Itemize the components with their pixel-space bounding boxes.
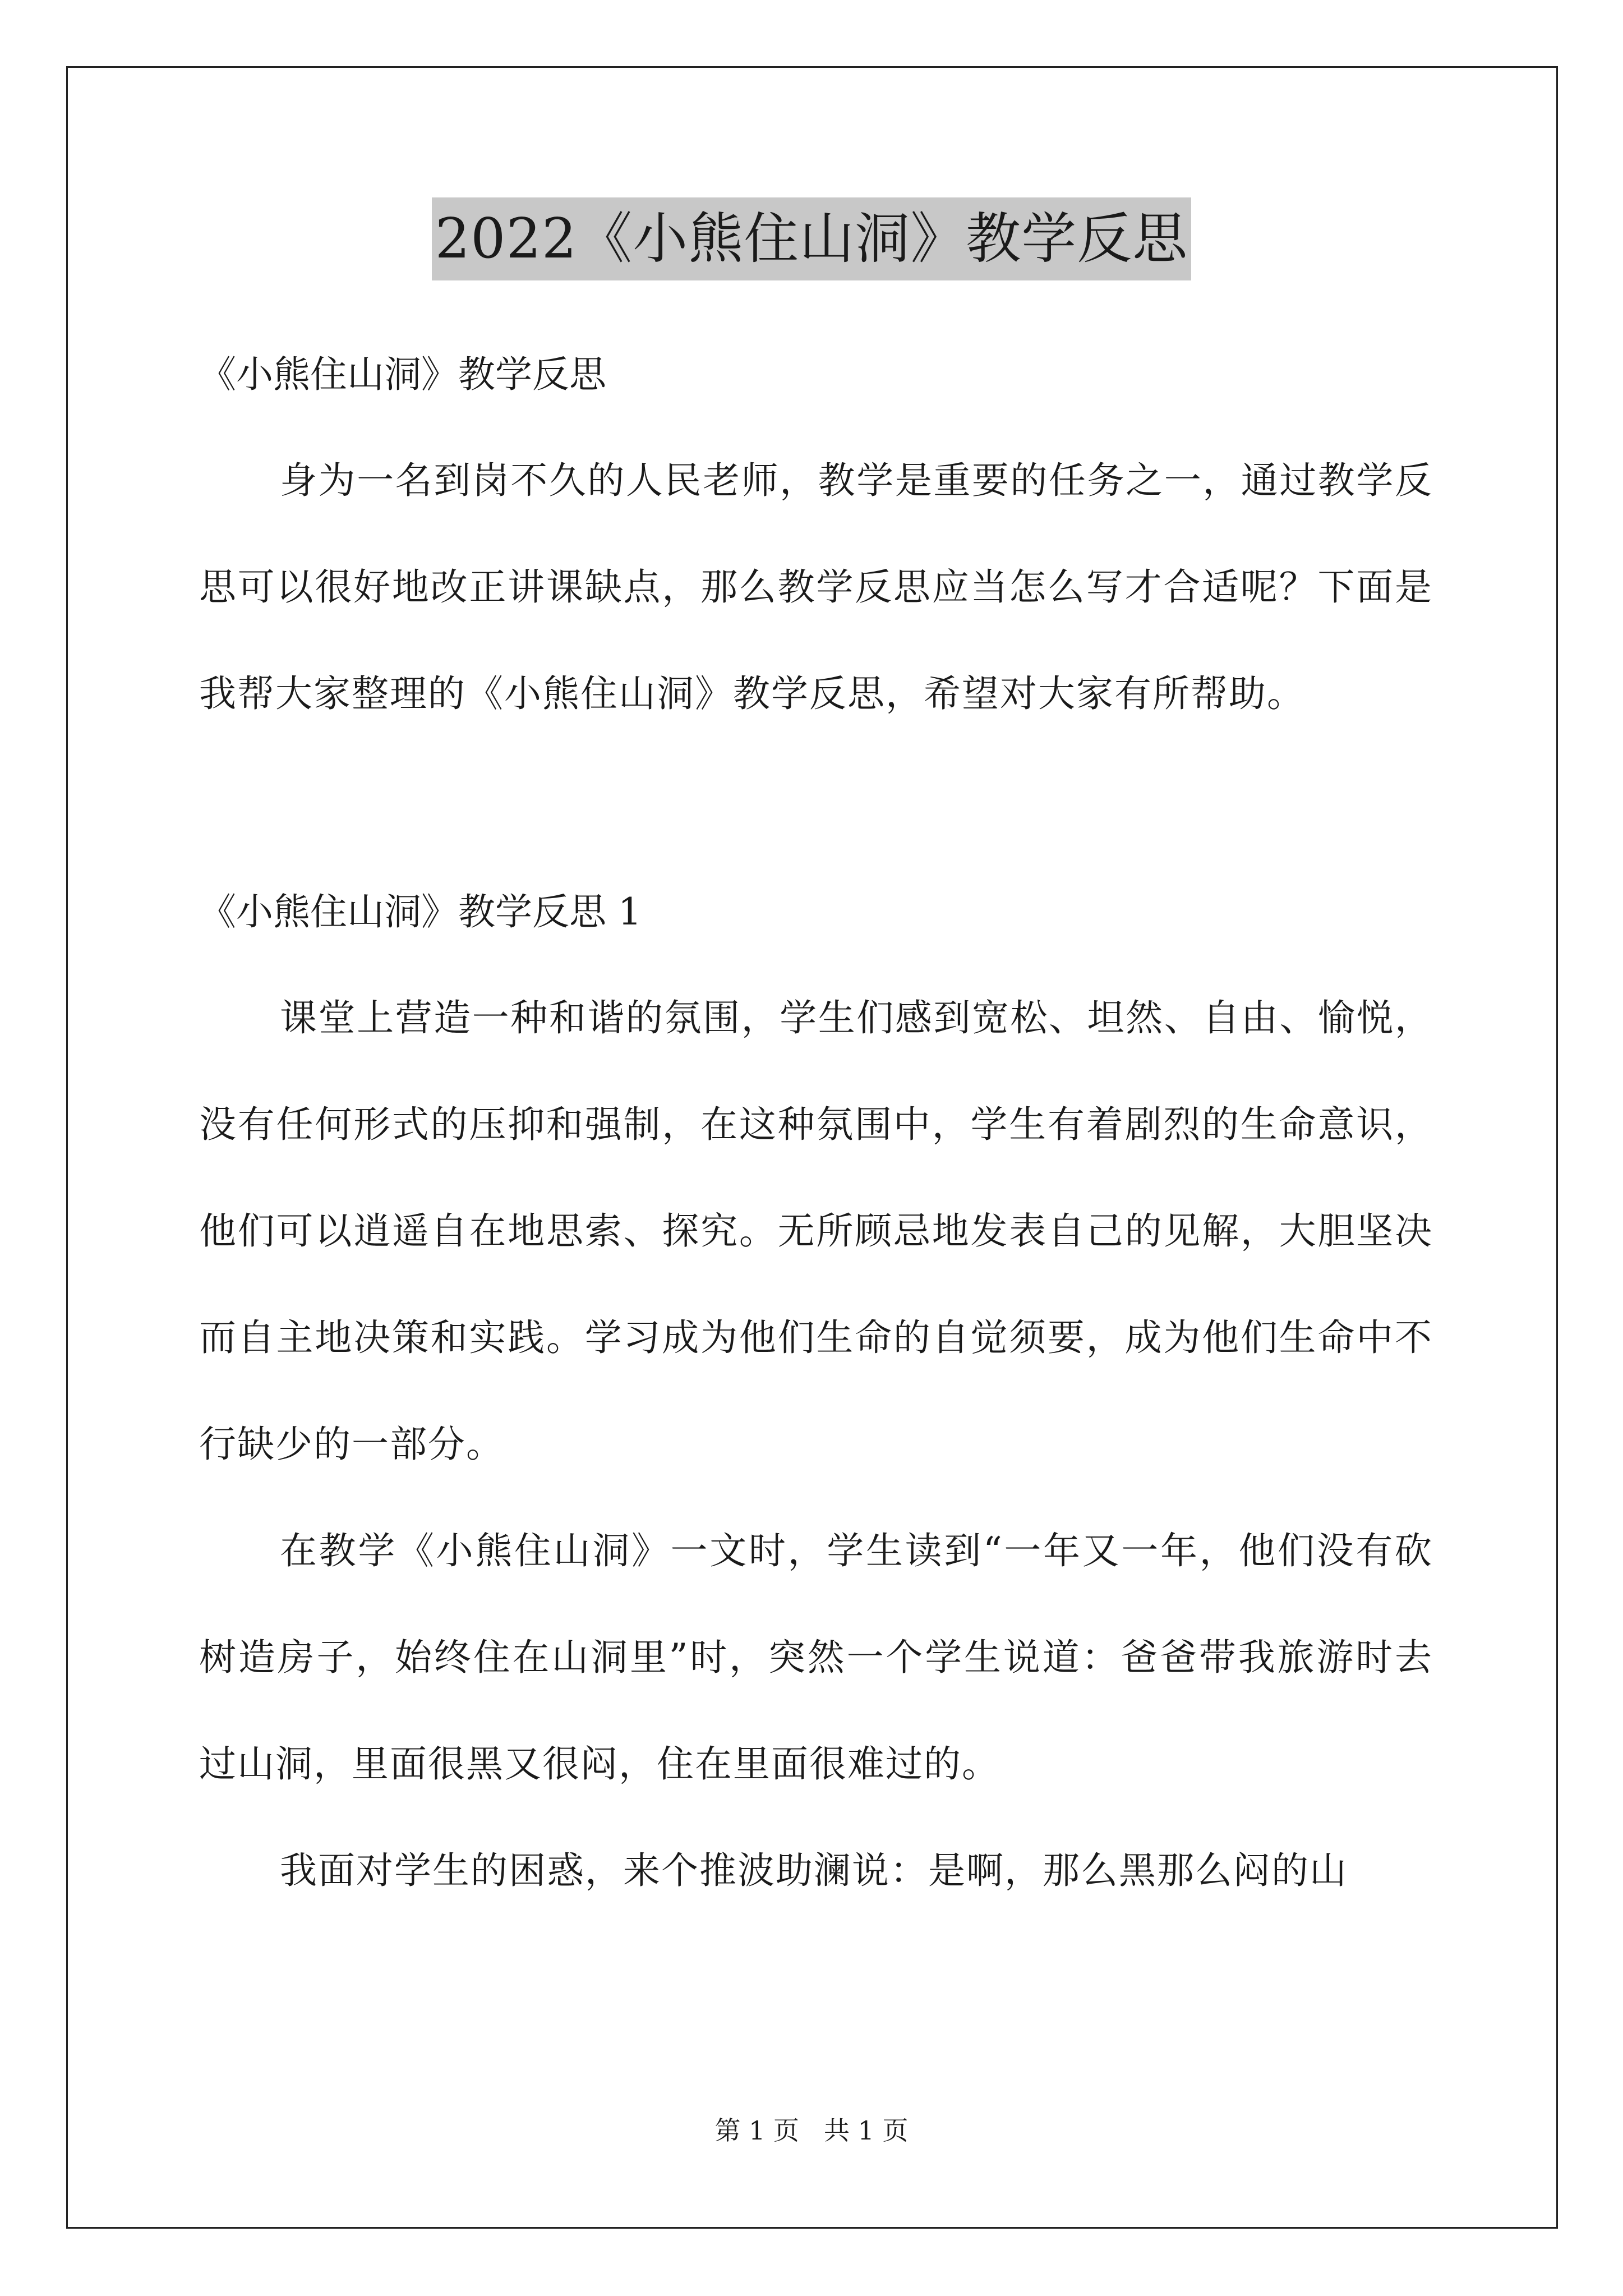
page-total: 共 1 页 — [823, 2115, 909, 2146]
document-body — [199, 314, 1433, 1924]
document-subtitle: 《小熊住山洞》教学反思 — [199, 353, 606, 396]
section-heading: 《小熊住山洞》教学反思 1 — [199, 890, 642, 933]
body-paragraph-2: 在教学《小熊住山洞》一文时，学生读到“一年又一年，他们没有砍树造房子，始终住在山洞里”时，突然一个学生说道：爸爸带我旅游时去过山洞，里面很黑又很闷，住在里面很难过的。 — [199, 1529, 1433, 1786]
body-paragraph-3: 我面对学生的困惑，来个推波助澜说：是啊，那么黑那么闷的山 — [280, 1849, 1348, 1892]
intro-paragraph: 身为一名到岗不久的人民老师，教学是重要的任务之一，通过教学反思可以很好地改正讲课缺点，那么教学反思应当怎么写才合适呢？下面是我帮大家整理的《小熊住山洞》教学反思，希望对大家有所帮助。 — [199, 459, 1433, 715]
page-number: 第 1 页 — [714, 2115, 800, 2146]
body-paragraph-1: 课堂上营造一种和谐的氛围，学生们感到宽松、坦然、自由、愉悦，没有任何形式的压抑和强制，在这种氛围中，学生有着剧烈的生命意识，他们可以逍遥自在地思索、探究。无所顾忌地发表自己的见解，大胆坚决而自主地决策和实践。学习成为他们生命的自觉须要，成为他们生命中不行缺少的一部分。 — [199, 996, 1433, 1466]
title-container — [0, 197, 1623, 280]
page-footer — [0, 2114, 1623, 2147]
document-title: 2022《小熊住山洞》教学反思 — [432, 197, 1191, 280]
